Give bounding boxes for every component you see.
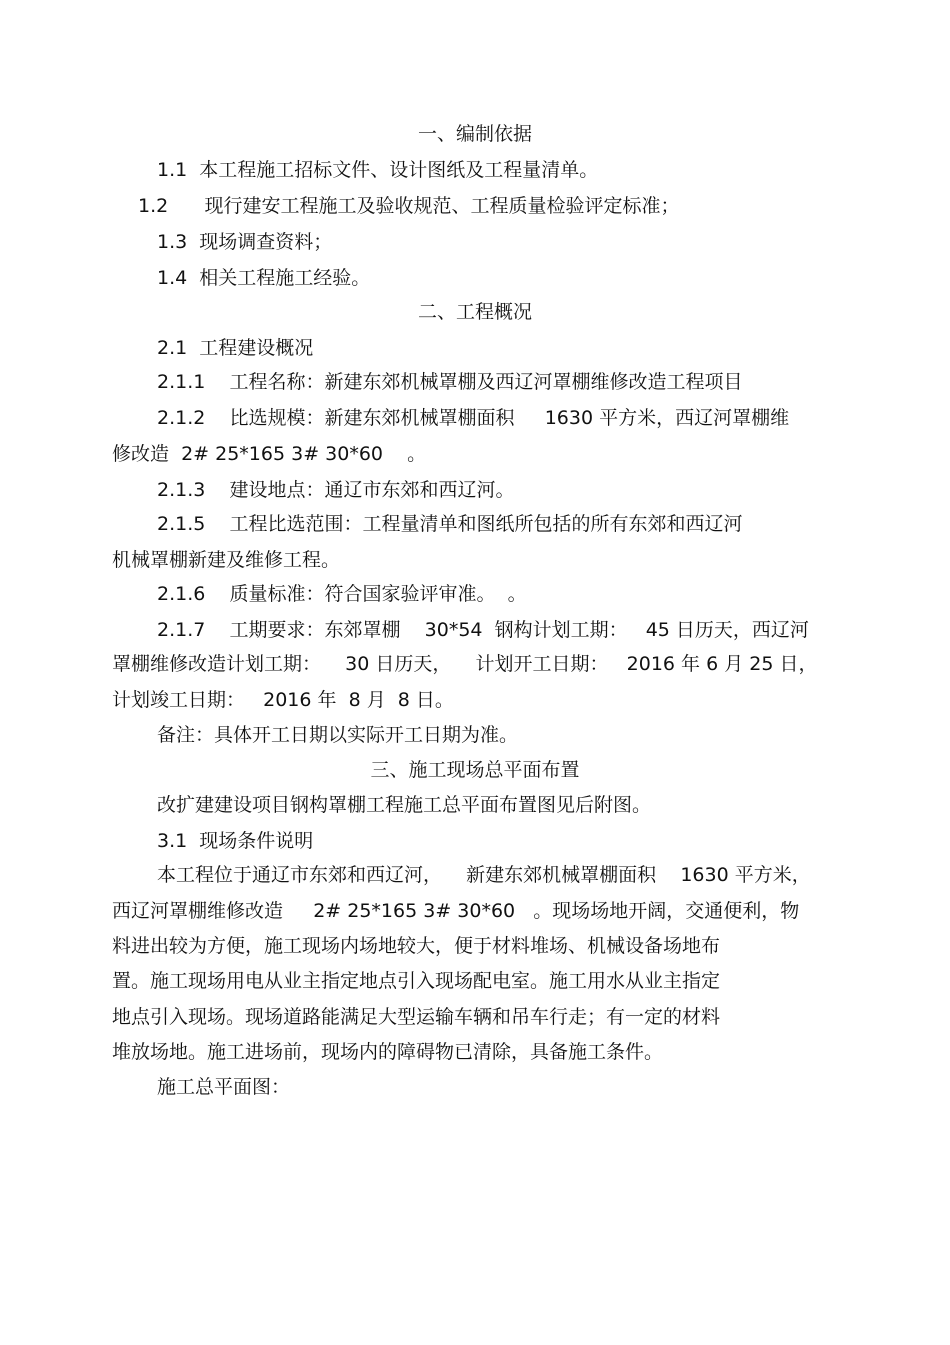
paragraph-line: 堆放场地。施工进场前，现场内的障碍物已清除，具备施工条件。 <box>112 1041 664 1063</box>
section-1-heading: 一、编制依据 <box>417 123 532 145</box>
paragraph-line: 罩棚维修改造计划工期： 30 日历天， 计划开工日期： 2016 年 6 月 25 日， <box>112 653 818 675</box>
basis-item-1-2: 1.2 现行建安工程施工及验收规范、工程质量检验评定标准； <box>138 195 680 217</box>
site-plan-caption: 施工总平面图： <box>157 1076 291 1098</box>
paragraph-line: 改扩建建设项目钢构罩棚工程施工总平面布置图见后附图。 <box>157 794 652 816</box>
subsection-2-1-heading: 2.1 工程建设概况 <box>157 337 314 359</box>
paragraph-line: 计划竣工日期： 2016 年 8 月 8 日。 <box>112 689 454 711</box>
paragraph-line: 2.1.7 工期要求：东郊罩棚 30*54 钢构计划工期： 45 日历天，西辽河 <box>157 619 809 641</box>
note-line: 备注：具体开工日期以实际开工日期为准。 <box>157 724 519 746</box>
paragraph-line: 2.1.5 工程比选范围：工程量清单和图纸所包括的所有东郊和西辽河 <box>157 513 743 535</box>
paragraph-line: 修改造 2# 25*165 3# 30*60 。 <box>112 443 427 465</box>
paragraph-line: 置。施工现场用电从业主指定地点引入现场配电室。施工用水从业主指定 <box>112 970 721 992</box>
paragraph-line: 本工程位于通辽市东郊和西辽河， 新建东郊机械罩棚面积 1630 平方米， <box>157 864 811 886</box>
paragraph-line: 西辽河罩棚维修改造 2# 25*165 3# 30*60 。现场场地开阔，交通便利，物 <box>112 900 800 922</box>
section-2-heading: 二、工程概况 <box>417 301 532 323</box>
paragraph-line: 2.1.2 比选规模：新建东郊机械罩棚面积 1630 平方米，西辽河罩棚维 <box>157 407 790 429</box>
paragraph-line: 2.1.3 建设地点：通辽市东郊和西辽河。 <box>157 479 515 501</box>
subsection-3-1-heading: 3.1 现场条件说明 <box>157 830 314 852</box>
section-3-heading: 三、施工现场总平面布置 <box>370 759 580 781</box>
basis-item-1-3: 1.3 现场调查资料； <box>157 231 333 253</box>
paragraph-line: 地点引入现场。现场道路能满足大型运输车辆和吊车行走；有一定的材料 <box>112 1006 721 1028</box>
basis-item-1-1: 1.1 本工程施工招标文件、设计图纸及工程量清单。 <box>157 159 599 181</box>
paragraph-line: 2.1.6 质量标准：符合国家验评审准。 。 <box>157 583 527 605</box>
paragraph-line: 料进出较为方便，施工现场内场地较大，便于材料堆场、机械设备场地布 <box>112 935 721 957</box>
basis-item-1-4: 1.4 相关工程施工经验。 <box>157 267 371 289</box>
paragraph-line: 2.1.1 工程名称：新建东郊机械罩棚及西辽河罩棚维修改造工程项目 <box>157 371 743 393</box>
paragraph-line: 机械罩棚新建及维修工程。 <box>112 549 341 571</box>
